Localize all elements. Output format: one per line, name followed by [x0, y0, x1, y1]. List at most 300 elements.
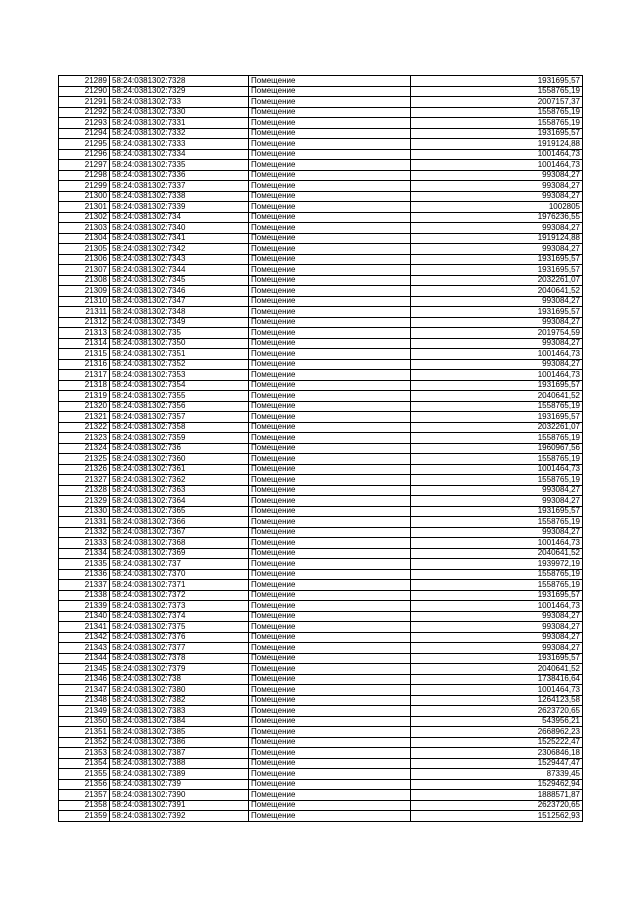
- table-row: [59, 517, 583, 528]
- row-number-cell: 21336: [59, 569, 110, 580]
- object-type-cell: Помещение: [249, 706, 411, 717]
- row-number-cell: 21318: [59, 380, 110, 391]
- cadastral-value-cell: 993084,27: [411, 359, 583, 370]
- cadastral-number-cell: 58:24:0381302:7338: [110, 191, 249, 202]
- object-type-cell: Помещение: [249, 254, 411, 265]
- object-type-cell: Помещение: [249, 118, 411, 129]
- table-row: [59, 475, 583, 486]
- object-type-cell: Помещение: [249, 653, 411, 664]
- object-type-cell: Помещение: [249, 569, 411, 580]
- object-type-cell: Помещение: [249, 769, 411, 780]
- row-number-cell: 21348: [59, 695, 110, 706]
- cadastral-number-cell: 58:24:0381302:7377: [110, 643, 249, 654]
- object-type-cell: Помещение: [249, 664, 411, 675]
- cadastral-value-cell: 1931695,57: [411, 506, 583, 517]
- table-row: [59, 748, 583, 759]
- cadastral-number-cell: 58:24:0381302:7361: [110, 464, 249, 475]
- cadastral-number-cell: 58:24:0381302:7344: [110, 265, 249, 276]
- object-type-cell: Помещение: [249, 790, 411, 801]
- row-number-cell: 21297: [59, 160, 110, 171]
- cadastral-number-cell: 58:24:0381302:7342: [110, 244, 249, 255]
- table-row: [59, 422, 583, 433]
- cadastral-value-cell: 1001464,73: [411, 370, 583, 381]
- object-type-cell: Помещение: [249, 307, 411, 318]
- object-type-cell: Помещение: [249, 76, 411, 87]
- object-type-cell: Помещение: [249, 97, 411, 108]
- row-number-cell: 21296: [59, 149, 110, 160]
- table-row: [59, 97, 583, 108]
- row-number-cell: 21358: [59, 800, 110, 811]
- cadastral-value-cell: 1001464,73: [411, 538, 583, 549]
- object-type-cell: Помещение: [249, 559, 411, 570]
- row-number-cell: 21295: [59, 139, 110, 150]
- cadastral-value-cell: 1558765,19: [411, 475, 583, 486]
- row-number-cell: 21350: [59, 716, 110, 727]
- cadastral-value-cell: 1264123,58: [411, 695, 583, 706]
- cadastral-number-cell: 58:24:0381302:7355: [110, 391, 249, 402]
- cadastral-number-cell: 58:24:0381302:7375: [110, 622, 249, 633]
- table-row: [59, 86, 583, 97]
- row-number-cell: 21340: [59, 611, 110, 622]
- object-type-cell: Помещение: [249, 349, 411, 360]
- cadastral-number-cell: 58:24:0381302:7351: [110, 349, 249, 360]
- table-row: [59, 286, 583, 297]
- cadastral-value-cell: 1558765,19: [411, 580, 583, 591]
- row-number-cell: 21320: [59, 401, 110, 412]
- cadastral-number-cell: 58:24:0381302:7392: [110, 811, 249, 822]
- table-row: [59, 328, 583, 339]
- cadastral-value-cell: 1931695,57: [411, 128, 583, 139]
- cadastral-number-cell: 58:24:0381302:7372: [110, 590, 249, 601]
- cadastral-value-cell: 1931695,57: [411, 590, 583, 601]
- cadastral-value-cell: 2019754,59: [411, 328, 583, 339]
- cadastral-value-cell: 2040641,52: [411, 664, 583, 675]
- row-number-cell: 21298: [59, 170, 110, 181]
- table-row: [59, 769, 583, 780]
- table-row: [59, 716, 583, 727]
- table-row: [59, 706, 583, 717]
- row-number-cell: 21311: [59, 307, 110, 318]
- cadastral-value-cell: 993084,27: [411, 181, 583, 192]
- row-number-cell: 21329: [59, 496, 110, 507]
- cadastral-number-cell: 58:24:0381302:7339: [110, 202, 249, 213]
- row-number-cell: 21326: [59, 464, 110, 475]
- table-row: [59, 139, 583, 150]
- cadastral-value-cell: 993084,27: [411, 170, 583, 181]
- row-number-cell: 21314: [59, 338, 110, 349]
- row-number-cell: 21331: [59, 517, 110, 528]
- cadastral-number-cell: 58:24:0381302:734: [110, 212, 249, 223]
- table-row: [59, 506, 583, 517]
- object-type-cell: Помещение: [249, 433, 411, 444]
- object-type-cell: Помещение: [249, 412, 411, 423]
- object-type-cell: Помещение: [249, 286, 411, 297]
- row-number-cell: 21316: [59, 359, 110, 370]
- cadastral-value-cell: 993084,27: [411, 527, 583, 538]
- cadastral-value-cell: 993084,27: [411, 244, 583, 255]
- object-type-cell: Помещение: [249, 265, 411, 276]
- row-number-cell: 21359: [59, 811, 110, 822]
- table-row: [59, 254, 583, 265]
- table-row: [59, 76, 583, 87]
- cadastral-number-cell: 58:24:0381302:7364: [110, 496, 249, 507]
- cadastral-number-cell: 58:24:0381302:735: [110, 328, 249, 339]
- table-row: [59, 664, 583, 675]
- registry-table-body: [59, 76, 583, 822]
- row-number-cell: 21339: [59, 601, 110, 612]
- cadastral-number-cell: 58:24:0381302:7386: [110, 737, 249, 748]
- object-type-cell: Помещение: [249, 538, 411, 549]
- cadastral-number-cell: 58:24:0381302:7369: [110, 548, 249, 559]
- row-number-cell: 21304: [59, 233, 110, 244]
- object-type-cell: Помещение: [249, 811, 411, 822]
- table-row: [59, 349, 583, 360]
- cadastral-number-cell: 58:24:0381302:7346: [110, 286, 249, 297]
- row-number-cell: 21330: [59, 506, 110, 517]
- cadastral-number-cell: 58:24:0381302:7387: [110, 748, 249, 759]
- cadastral-value-cell: 1001464,73: [411, 160, 583, 171]
- object-type-cell: Помещение: [249, 685, 411, 696]
- cadastral-value-cell: 1931695,57: [411, 76, 583, 87]
- object-type-cell: Помещение: [249, 202, 411, 213]
- cadastral-number-cell: 58:24:0381302:7376: [110, 632, 249, 643]
- table-row: [59, 391, 583, 402]
- object-type-cell: Помещение: [249, 275, 411, 286]
- cadastral-number-cell: 58:24:0381302:7362: [110, 475, 249, 486]
- cadastral-number-cell: 58:24:0381302:7371: [110, 580, 249, 591]
- table-row: [59, 643, 583, 654]
- cadastral-value-cell: 1738416,64: [411, 674, 583, 685]
- cadastral-value-cell: 1529462,94: [411, 779, 583, 790]
- table-row: [59, 580, 583, 591]
- cadastral-number-cell: 58:24:0381302:737: [110, 559, 249, 570]
- cadastral-number-cell: 58:24:0381302:7374: [110, 611, 249, 622]
- cadastral-value-cell: 993084,27: [411, 622, 583, 633]
- table-row: [59, 559, 583, 570]
- cadastral-value-cell: 1919124,88: [411, 233, 583, 244]
- row-number-cell: 21291: [59, 97, 110, 108]
- object-type-cell: Помещение: [249, 391, 411, 402]
- cadastral-value-cell: 1931695,57: [411, 254, 583, 265]
- cadastral-value-cell: 1558765,19: [411, 86, 583, 97]
- cadastral-number-cell: 58:24:0381302:738: [110, 674, 249, 685]
- object-type-cell: Помещение: [249, 296, 411, 307]
- cadastral-value-cell: 993084,27: [411, 496, 583, 507]
- row-number-cell: 21353: [59, 748, 110, 759]
- object-type-cell: Помещение: [249, 601, 411, 612]
- row-number-cell: 21346: [59, 674, 110, 685]
- table-row: [59, 727, 583, 738]
- object-type-cell: Помещение: [249, 223, 411, 234]
- object-type-cell: Помещение: [249, 86, 411, 97]
- cadastral-value-cell: 1558765,19: [411, 433, 583, 444]
- table-row: [59, 212, 583, 223]
- row-number-cell: 21342: [59, 632, 110, 643]
- object-type-cell: Помещение: [249, 779, 411, 790]
- cadastral-number-cell: 58:24:0381302:7358: [110, 422, 249, 433]
- cadastral-number-cell: 58:24:0381302:7356: [110, 401, 249, 412]
- table-row: [59, 443, 583, 454]
- object-type-cell: Помещение: [249, 758, 411, 769]
- row-number-cell: 21299: [59, 181, 110, 192]
- object-type-cell: Помещение: [249, 328, 411, 339]
- object-type-cell: Помещение: [249, 181, 411, 192]
- table-row: [59, 569, 583, 580]
- row-number-cell: 21333: [59, 538, 110, 549]
- row-number-cell: 21327: [59, 475, 110, 486]
- row-number-cell: 21328: [59, 485, 110, 496]
- table-row: [59, 170, 583, 181]
- table-row: [59, 538, 583, 549]
- row-number-cell: 21357: [59, 790, 110, 801]
- cadastral-value-cell: 2040641,52: [411, 548, 583, 559]
- row-number-cell: 21302: [59, 212, 110, 223]
- table-row: [59, 632, 583, 643]
- cadastral-number-cell: 58:24:0381302:7353: [110, 370, 249, 381]
- object-type-cell: Помещение: [249, 464, 411, 475]
- table-row: [59, 359, 583, 370]
- cadastral-number-cell: 58:24:0381302:7350: [110, 338, 249, 349]
- table-row: [59, 181, 583, 192]
- cadastral-number-cell: 58:24:0381302:7328: [110, 76, 249, 87]
- cadastral-value-cell: 1525222,47: [411, 737, 583, 748]
- table-row: [59, 296, 583, 307]
- row-number-cell: 21349: [59, 706, 110, 717]
- object-type-cell: Помещение: [249, 128, 411, 139]
- object-type-cell: Помещение: [249, 139, 411, 150]
- cadastral-number-cell: 58:24:0381302:7380: [110, 685, 249, 696]
- cadastral-number-cell: 58:24:0381302:7352: [110, 359, 249, 370]
- object-type-cell: Помещение: [249, 454, 411, 465]
- cadastral-number-cell: 58:24:0381302:7348: [110, 307, 249, 318]
- cadastral-number-cell: 58:24:0381302:7384: [110, 716, 249, 727]
- cadastral-number-cell: 58:24:0381302:7383: [110, 706, 249, 717]
- cadastral-number-cell: 58:24:0381302:7329: [110, 86, 249, 97]
- cadastral-value-cell: 2032261,07: [411, 275, 583, 286]
- cadastral-value-cell: 1976236,55: [411, 212, 583, 223]
- cadastral-number-cell: 58:24:0381302:7334: [110, 149, 249, 160]
- cadastral-value-cell: 1931695,57: [411, 307, 583, 318]
- row-number-cell: 21319: [59, 391, 110, 402]
- row-number-cell: 21303: [59, 223, 110, 234]
- cadastral-value-cell: 1001464,73: [411, 349, 583, 360]
- row-number-cell: 21309: [59, 286, 110, 297]
- object-type-cell: Помещение: [249, 590, 411, 601]
- table-row: [59, 233, 583, 244]
- cadastral-number-cell: 58:24:0381302:7340: [110, 223, 249, 234]
- cadastral-number-cell: 58:24:0381302:7382: [110, 695, 249, 706]
- row-number-cell: 21323: [59, 433, 110, 444]
- table-row: [59, 118, 583, 129]
- object-type-cell: Помещение: [249, 401, 411, 412]
- cadastral-number-cell: 58:24:0381302:7365: [110, 506, 249, 517]
- table-row: [59, 401, 583, 412]
- cadastral-number-cell: 58:24:0381302:7330: [110, 107, 249, 118]
- row-number-cell: 21332: [59, 527, 110, 538]
- table-row: [59, 433, 583, 444]
- table-row: [59, 128, 583, 139]
- object-type-cell: Помещение: [249, 674, 411, 685]
- row-number-cell: 21293: [59, 118, 110, 129]
- row-number-cell: 21308: [59, 275, 110, 286]
- table-row: [59, 496, 583, 507]
- cadastral-number-cell: 58:24:0381302:7378: [110, 653, 249, 664]
- row-number-cell: 21306: [59, 254, 110, 265]
- table-row: [59, 412, 583, 423]
- object-type-cell: Помещение: [249, 527, 411, 538]
- table-row: [59, 149, 583, 160]
- object-type-cell: Помещение: [249, 716, 411, 727]
- table-row: [59, 223, 583, 234]
- table-row: [59, 611, 583, 622]
- row-number-cell: 21338: [59, 590, 110, 601]
- row-number-cell: 21334: [59, 548, 110, 559]
- cadastral-number-cell: 58:24:0381302:7366: [110, 517, 249, 528]
- row-number-cell: 21300: [59, 191, 110, 202]
- row-number-cell: 21294: [59, 128, 110, 139]
- cadastral-value-cell: 1558765,19: [411, 569, 583, 580]
- cadastral-number-cell: 58:24:0381302:7347: [110, 296, 249, 307]
- table-row: [59, 160, 583, 171]
- table-row: [59, 737, 583, 748]
- table-row: [59, 548, 583, 559]
- table-row: [59, 454, 583, 465]
- table-row: [59, 790, 583, 801]
- cadastral-value-cell: 1529447,47: [411, 758, 583, 769]
- cadastral-value-cell: 993084,27: [411, 643, 583, 654]
- cadastral-number-cell: 58:24:0381302:7331: [110, 118, 249, 129]
- object-type-cell: Помещение: [249, 443, 411, 454]
- object-type-cell: Помещение: [249, 496, 411, 507]
- cadastral-value-cell: 993084,27: [411, 485, 583, 496]
- cadastral-value-cell: 1001464,73: [411, 685, 583, 696]
- row-number-cell: 21313: [59, 328, 110, 339]
- table-row: [59, 317, 583, 328]
- table-row: [59, 590, 583, 601]
- cadastral-number-cell: 58:24:0381302:7337: [110, 181, 249, 192]
- cadastral-number-cell: 58:24:0381302:7385: [110, 727, 249, 738]
- row-number-cell: 21290: [59, 86, 110, 97]
- cadastral-number-cell: 58:24:0381302:7391: [110, 800, 249, 811]
- row-number-cell: 21347: [59, 685, 110, 696]
- cadastral-value-cell: 1558765,19: [411, 454, 583, 465]
- cadastral-number-cell: 58:24:0381302:736: [110, 443, 249, 454]
- table-row: [59, 202, 583, 213]
- object-type-cell: Помещение: [249, 317, 411, 328]
- cadastral-value-cell: 1558765,19: [411, 401, 583, 412]
- object-type-cell: Помещение: [249, 212, 411, 223]
- row-number-cell: 21345: [59, 664, 110, 675]
- cadastral-value-cell: 993084,27: [411, 611, 583, 622]
- row-number-cell: 21312: [59, 317, 110, 328]
- cadastral-number-cell: 58:24:0381302:739: [110, 779, 249, 790]
- cadastral-number-cell: 58:24:0381302:7379: [110, 664, 249, 675]
- row-number-cell: 21310: [59, 296, 110, 307]
- table-row: [59, 800, 583, 811]
- object-type-cell: Помещение: [249, 191, 411, 202]
- cadastral-number-cell: 58:24:0381302:7345: [110, 275, 249, 286]
- row-number-cell: 21317: [59, 370, 110, 381]
- table-row: [59, 527, 583, 538]
- table-row: [59, 674, 583, 685]
- row-number-cell: 21321: [59, 412, 110, 423]
- object-type-cell: Помещение: [249, 506, 411, 517]
- cadastral-value-cell: 1888571,87: [411, 790, 583, 801]
- cadastral-value-cell: 1001464,73: [411, 464, 583, 475]
- row-number-cell: 21292: [59, 107, 110, 118]
- row-number-cell: 21356: [59, 779, 110, 790]
- object-type-cell: Помещение: [249, 800, 411, 811]
- table-row: [59, 191, 583, 202]
- row-number-cell: 21351: [59, 727, 110, 738]
- row-number-cell: 21301: [59, 202, 110, 213]
- cadastral-value-cell: 2623720,65: [411, 706, 583, 717]
- cadastral-number-cell: 58:24:0381302:7370: [110, 569, 249, 580]
- row-number-cell: 21305: [59, 244, 110, 255]
- cadastral-value-cell: 1002805: [411, 202, 583, 213]
- cadastral-number-cell: 58:24:0381302:7336: [110, 170, 249, 181]
- cadastral-value-cell: 993084,27: [411, 191, 583, 202]
- object-type-cell: Помещение: [249, 160, 411, 171]
- cadastral-value-cell: 1001464,73: [411, 149, 583, 160]
- table-row: [59, 622, 583, 633]
- object-type-cell: Помещение: [249, 233, 411, 244]
- cadastral-number-cell: 58:24:0381302:7341: [110, 233, 249, 244]
- cadastral-value-cell: 2040641,52: [411, 391, 583, 402]
- table-row: [59, 685, 583, 696]
- cadastral-number-cell: 58:24:0381302:7357: [110, 412, 249, 423]
- cadastral-value-cell: 993084,27: [411, 296, 583, 307]
- object-type-cell: Помещение: [249, 580, 411, 591]
- row-number-cell: 21335: [59, 559, 110, 570]
- table-row: [59, 779, 583, 790]
- cadastral-number-cell: 58:24:0381302:7333: [110, 139, 249, 150]
- row-number-cell: 21355: [59, 769, 110, 780]
- row-number-cell: 21324: [59, 443, 110, 454]
- object-type-cell: Помещение: [249, 748, 411, 759]
- cadastral-number-cell: 58:24:0381302:7354: [110, 380, 249, 391]
- object-type-cell: Помещение: [249, 107, 411, 118]
- cadastral-value-cell: 993084,27: [411, 338, 583, 349]
- cadastral-value-cell: 1931695,57: [411, 380, 583, 391]
- table-row: [59, 464, 583, 475]
- cadastral-value-cell: 1558765,19: [411, 118, 583, 129]
- cadastral-number-cell: 58:24:0381302:7363: [110, 485, 249, 496]
- cadastral-number-cell: 58:24:0381302:7359: [110, 433, 249, 444]
- table-row: [59, 811, 583, 822]
- object-type-cell: Помещение: [249, 643, 411, 654]
- cadastral-value-cell: 1558765,19: [411, 107, 583, 118]
- object-type-cell: Помещение: [249, 695, 411, 706]
- table-row: [59, 370, 583, 381]
- object-type-cell: Помещение: [249, 611, 411, 622]
- cadastral-value-cell: 2040641,52: [411, 286, 583, 297]
- object-type-cell: Помещение: [249, 170, 411, 181]
- table-row: [59, 338, 583, 349]
- cadastral-value-cell: 993084,27: [411, 317, 583, 328]
- row-number-cell: 21322: [59, 422, 110, 433]
- cadastral-value-cell: 1001464,73: [411, 601, 583, 612]
- object-type-cell: Помещение: [249, 149, 411, 160]
- row-number-cell: 21352: [59, 737, 110, 748]
- object-type-cell: Помещение: [249, 338, 411, 349]
- object-type-cell: Помещение: [249, 548, 411, 559]
- row-number-cell: 21337: [59, 580, 110, 591]
- object-type-cell: Помещение: [249, 485, 411, 496]
- cadastral-value-cell: 87339,45: [411, 769, 583, 780]
- row-number-cell: 21341: [59, 622, 110, 633]
- row-number-cell: 21343: [59, 643, 110, 654]
